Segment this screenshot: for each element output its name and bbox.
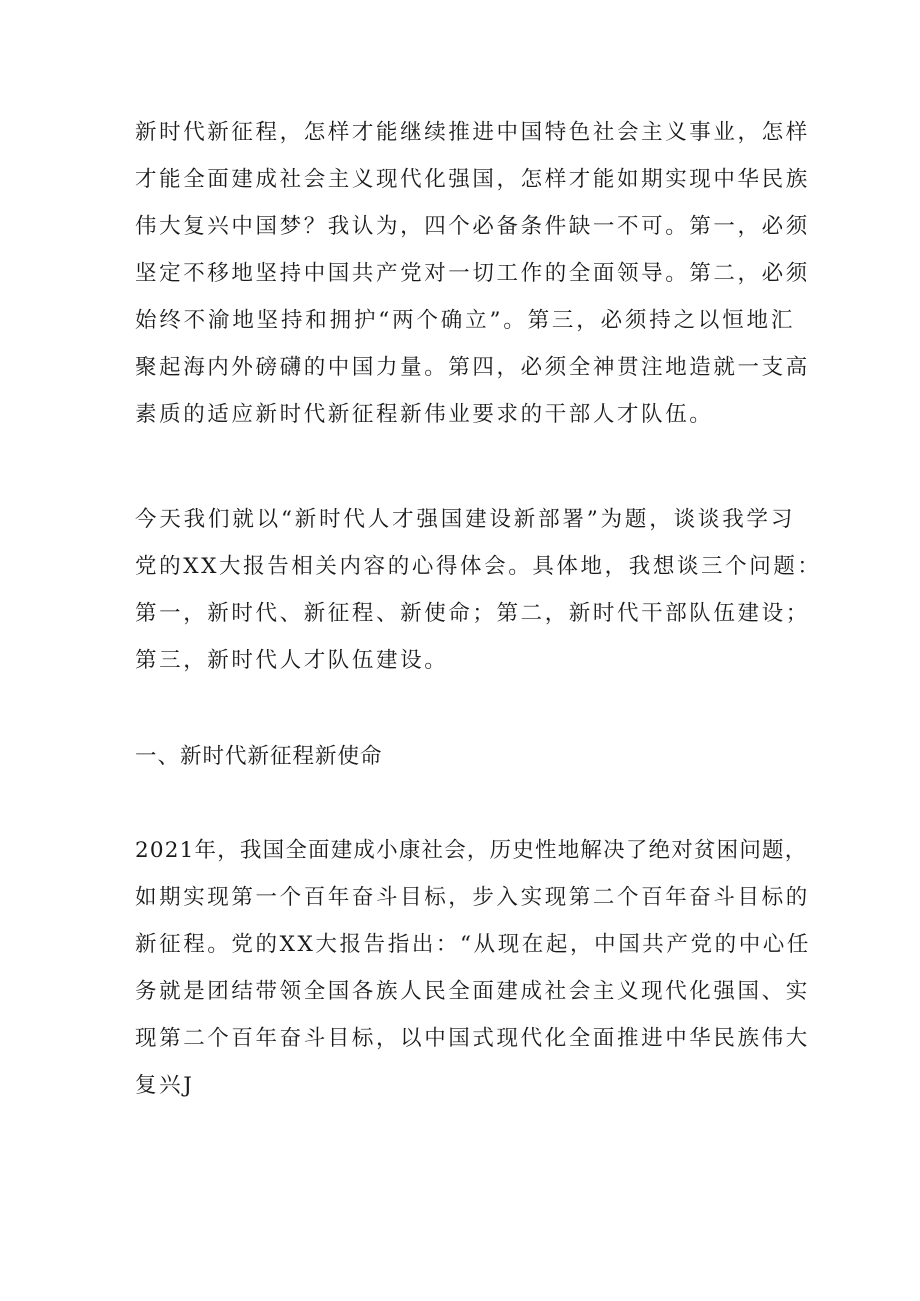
paragraph-line: 现第二个百年奋斗目标，以中国式现代化全面推进中华民族伟大 [135,1026,810,1051]
paragraph-line: 始终不渝地坚持和拥护“两个确立”。第三，必须持之以恒地汇 [135,308,795,333]
paragraph-line: 务就是团结带领全国各族人民全面建成社会主义现代化强国、实 [135,979,810,1004]
paragraph-line: 才能全面建成社会主义现代化强国，怎样才能如期实现中华民族 [135,167,810,192]
paragraph-line: 党的XX大报告相关内容的心得体会。具体地，我想谈三个问题： [135,554,822,579]
paragraph-line: 坚定不移地坚持中国共产党对一切工作的全面领导。第二，必须 [135,261,810,286]
paragraph-line: 复兴J [135,1073,195,1098]
paragraph-line: 第一，新时代、新征程、新使命；第二，新时代干部队伍建设； [135,601,810,626]
section-heading: 一、新时代新征程新使命 [135,744,383,769]
paragraph-line: 第三，新时代人才队伍建设。 [135,648,449,673]
paragraph-line: 素质的适应新时代新征程新伟业要求的干部人才队伍。 [135,402,714,427]
paragraph-line: 今天我们就以“新时代人才强国建设新部署”为题，谈谈我学习 [135,507,795,532]
paragraph-line: 新时代新征程，怎样才能继续推进中国特色社会主义事业，怎样 [135,120,810,145]
paragraph-line: 如期实现第一个百年奋斗目标，步入实现第二个百年奋斗目标的 [135,885,810,910]
paragraph-line: 聚起海内外磅礴的中国力量。第四，必须全神贯注地造就一支高 [135,355,810,380]
paragraph-line: 新征程。党的XX大报告指出：“从现在起，中国共产党的中心任 [135,932,812,957]
paragraph-line: 2021年，我国全面建成小康社会，历史性地解决了绝对贫困问题， [135,838,808,863]
paragraph-line: 伟大复兴中国梦？我认为，四个必备条件缺一不可。第一，必须 [135,214,810,239]
